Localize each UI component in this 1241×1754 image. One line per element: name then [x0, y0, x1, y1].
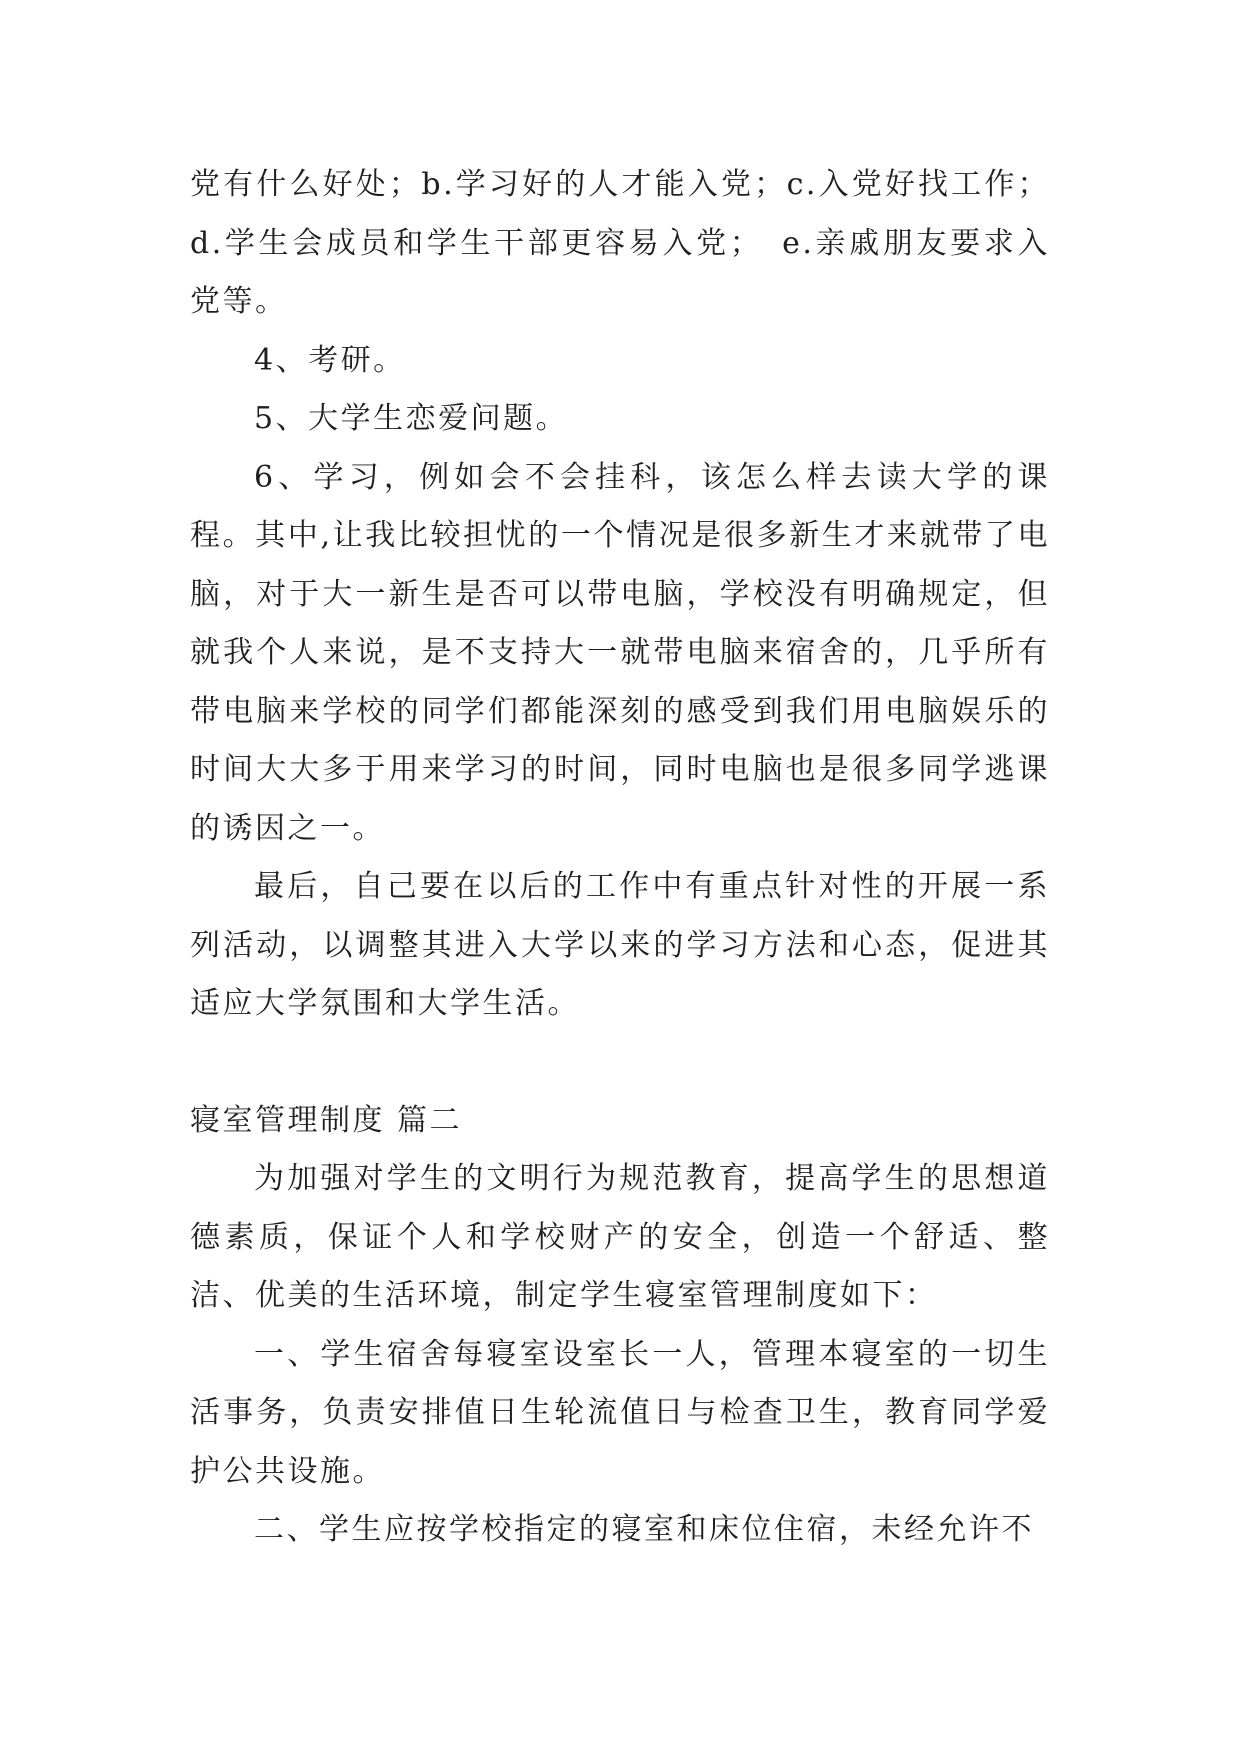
paragraph-dorm-intro: 为加强对学生的文明行为规范教育，提高学生的思想道德素质，保证个人和学校财产的安全，创造一个舒适、整洁、优美的生活环境，制定学生寝室管理制度如下： [190, 1161, 1050, 1313]
paragraph-item-4: 4、考研。 [254, 342, 406, 378]
section-spacer [190, 1034, 1050, 1092]
paragraph-item-5: 5、大学生恋爱问题。 [254, 401, 569, 436]
paragraph-item-6: 6、学习，例如会不会挂科，该怎么样去读大学的课程。其中,让我比较担忧的一个情况是很多新生才来就带了电脑，对于大一新生是否可以带电脑，学校没有明确规定，但就我个人来说，是不支持大一就带电脑来宿舍的，几乎所有带电脑来学校的同学们都能深刻的感受到我们用电脑娱乐的时间大大多于用来学习的时间，同时电脑也是很多同学逃课的诱因之一。 [190, 459, 1050, 846]
paragraph-party-benefits: 党有什么好处；b.学习好的人才能入党；c.入党好找工作；d.学生会成员和学生干部更容易入党； e.亲戚朋友要求入党等。 [190, 167, 1050, 319]
paragraph-dorm-rule-2: 二、学生应按学校指定的寝室和床位住宿，未经允许不 [254, 1512, 1034, 1547]
paragraph-dorm-rule-1: 一、学生宿舍每寝室设室长一人，管理本寝室的一切生活事务，负责安排值日生轮流值日与检查卫生，教育同学爱护公共设施。 [190, 1336, 1050, 1489]
paragraph-conclusion: 最后，自己要在以后的工作中有重点针对性的开展一系列活动，以调整其进入大学以来的学习方法和心态，促进其适应大学氛围和大学生活。 [190, 869, 1050, 1021]
section-heading: 寝室管理制度 篇二 [190, 1102, 463, 1138]
document-body [190, 156, 1050, 1560]
